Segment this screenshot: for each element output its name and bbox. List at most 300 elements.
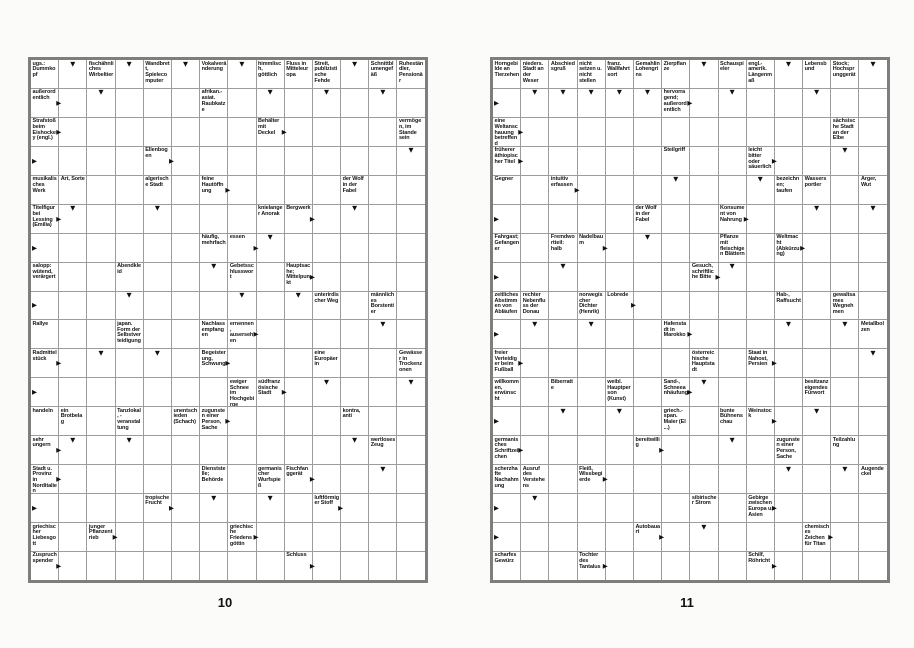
clue-cell — [719, 407, 746, 435]
clue-text: Autobauart — [635, 523, 660, 536]
answer-cell — [578, 320, 605, 348]
answer-cell — [144, 465, 171, 493]
clue-cell — [116, 407, 143, 435]
arrow-right-icon: ▶ — [225, 359, 231, 368]
arrow-down-icon: ▼ — [560, 262, 566, 271]
arrow-down-icon: ▼ — [352, 435, 358, 444]
answer-cell — [116, 465, 143, 493]
answer-cell — [257, 147, 284, 175]
answer-cell — [719, 494, 746, 522]
answer-cell — [831, 263, 858, 291]
answer-cell — [59, 263, 86, 291]
answer-cell — [200, 494, 227, 522]
arrow-right-icon: ▶ — [602, 561, 608, 570]
answer-cell — [31, 292, 58, 320]
answer-cell — [144, 552, 171, 580]
arrow-down-icon: ▼ — [560, 88, 566, 97]
clue-cell — [859, 320, 886, 348]
clue-cell — [747, 147, 777, 175]
answer-cell — [775, 552, 802, 580]
answer-cell — [859, 147, 886, 175]
answer-cell — [634, 465, 661, 493]
answer-cell — [228, 349, 255, 377]
clue-cell — [200, 465, 227, 493]
clue-cell — [369, 292, 396, 320]
clue-cell — [493, 349, 524, 377]
clue-text: Art, Sorte — [60, 176, 85, 183]
arrow-down-icon: ▼ — [211, 493, 217, 502]
answer-cell — [606, 263, 633, 291]
answer-cell — [775, 523, 802, 551]
answer-cell — [172, 118, 199, 146]
clue-text: Fluss in Mitteleuropa — [286, 60, 309, 78]
clue-text: österreichische Hauptstadt — [691, 349, 715, 373]
answer-cell — [549, 320, 576, 348]
clue-text: Steilgriff — [663, 147, 685, 154]
answer-cell — [369, 349, 396, 377]
arrow-down-icon: ▼ — [126, 59, 132, 68]
clue-cell — [87, 523, 118, 551]
arrow-down-icon: ▼ — [560, 406, 566, 415]
answer-cell — [859, 234, 886, 262]
clue-text: musikalisches Werk — [32, 176, 57, 194]
answer-cell — [662, 552, 689, 580]
clue-cell — [31, 465, 62, 494]
arrow-down-icon: ▼ — [267, 88, 273, 97]
clue-text: Metallbolzen — [860, 320, 884, 333]
clue-cell — [578, 234, 608, 262]
answer-cell — [87, 176, 114, 204]
arrow-down-icon: ▼ — [673, 175, 679, 184]
answer-cell — [59, 465, 86, 493]
clue-cell — [690, 494, 717, 522]
answer-cell — [606, 436, 633, 464]
clue-cell — [606, 292, 636, 320]
clue-text: südfranzösische Stadt — [258, 378, 281, 397]
answer-cell — [172, 234, 199, 262]
answer-cell — [313, 436, 340, 464]
answer-cell — [549, 436, 576, 464]
clue-text: Weinstock — [748, 407, 772, 420]
clue-text: Strafstoß beim Eishockey (engl.) — [32, 118, 56, 142]
clue-cell — [662, 407, 689, 435]
answer-cell — [397, 378, 424, 406]
clue-text: sehr ungern — [32, 436, 51, 449]
answer-cell — [144, 320, 171, 348]
page-number-right: 11 — [680, 595, 694, 610]
answer-cell — [341, 118, 368, 146]
answer-cell — [59, 205, 86, 233]
answer-cell — [397, 205, 424, 233]
answer-cell — [87, 320, 114, 348]
answer-cell — [747, 320, 774, 348]
arrow-down-icon: ▼ — [842, 464, 848, 473]
clue-cell — [831, 60, 858, 88]
answer-cell — [831, 407, 858, 435]
clue-cell — [313, 60, 340, 88]
answer-cell — [341, 378, 368, 406]
answer-cell — [803, 552, 830, 580]
answer-cell — [690, 292, 717, 320]
clue-text: Nachlass empfangen — [201, 320, 225, 339]
clue-cell — [116, 263, 143, 291]
answer-cell — [172, 378, 199, 406]
answer-cell — [341, 349, 368, 377]
answer-cell — [285, 349, 312, 377]
arrow-down-icon: ▼ — [729, 88, 735, 97]
answer-cell — [397, 436, 424, 464]
answer-cell — [521, 263, 548, 291]
clue-cell — [803, 378, 830, 406]
answer-cell — [200, 552, 227, 580]
arrow-down-icon: ▼ — [814, 88, 820, 97]
clue-text: zeitliches Abstimmen von Abläufen — [494, 292, 519, 316]
answer-cell — [172, 60, 199, 88]
clue-cell — [285, 552, 315, 580]
clue-cell — [228, 320, 259, 348]
clue-text: der Wolf in der Fabel — [342, 176, 364, 194]
arrow-right-icon: ▶ — [281, 388, 287, 397]
answer-cell — [341, 234, 368, 262]
clue-cell — [747, 60, 774, 88]
answer-cell — [690, 320, 717, 348]
clue-text: Behälter mit Deckel — [258, 118, 280, 136]
answer-cell — [831, 465, 858, 493]
answer-cell — [521, 552, 548, 580]
answer-cell — [116, 176, 143, 204]
answer-cell — [200, 263, 227, 291]
clue-cell — [257, 378, 287, 406]
arrow-right-icon: ▶ — [494, 98, 499, 107]
answer-cell — [172, 292, 199, 320]
answer-cell — [257, 234, 284, 262]
answer-cell — [493, 523, 520, 551]
arrow-right-icon: ▶ — [168, 156, 174, 165]
clue-text: eine Europäerin — [314, 349, 338, 368]
answer-cell — [775, 349, 802, 377]
answer-cell — [397, 234, 424, 262]
answer-cell — [144, 89, 171, 117]
clue-text: Ärger, Wut — [860, 176, 877, 188]
clue-cell — [775, 292, 802, 320]
answer-cell — [172, 89, 199, 117]
clue-cell — [831, 436, 858, 464]
clue-cell — [662, 320, 693, 348]
clue-cell — [257, 205, 284, 233]
clue-cell — [31, 263, 58, 291]
arrow-right-icon: ▶ — [630, 301, 636, 310]
clue-cell — [803, 523, 834, 551]
answer-cell — [634, 118, 661, 146]
answer-cell — [257, 292, 284, 320]
clue-text: leicht bitter oder säuerlich — [748, 147, 772, 171]
arrow-right-icon: ▶ — [659, 532, 665, 541]
answer-cell — [59, 320, 86, 348]
clue-text: vermögen, im Stande sein — [398, 118, 422, 142]
clue-cell — [313, 349, 340, 377]
clue-cell — [144, 60, 171, 88]
answer-cell — [634, 89, 661, 117]
answer-cell — [606, 176, 633, 204]
answer-cell — [228, 118, 255, 146]
arrow-right-icon: ▶ — [518, 156, 524, 165]
answer-cell — [578, 89, 605, 117]
clue-text: Gemahlin Lohengrins — [635, 60, 660, 78]
clue-cell — [634, 60, 661, 88]
answer-cell — [31, 147, 58, 175]
clue-text: Schluss — [286, 552, 307, 559]
arrow-right-icon: ▶ — [309, 474, 315, 483]
answer-cell — [369, 234, 396, 262]
clue-cell — [341, 407, 368, 435]
clue-cell — [662, 89, 693, 117]
arrow-right-icon: ▶ — [687, 388, 693, 397]
clue-cell — [200, 320, 227, 348]
answer-cell — [521, 234, 548, 262]
answer-cell — [719, 436, 746, 464]
arrow-right-icon: ▶ — [56, 127, 62, 136]
clue-text: früherer äthiopischer Titel — [494, 147, 518, 165]
answer-cell — [521, 118, 548, 146]
clue-text: Zuspruchspender — [32, 552, 57, 565]
answer-cell — [59, 552, 86, 580]
clue-cell — [31, 523, 58, 551]
arrow-right-icon: ▶ — [253, 532, 259, 541]
answer-cell — [775, 263, 802, 291]
answer-cell — [116, 552, 143, 580]
clue-cell — [662, 60, 689, 88]
arrow-right-icon: ▶ — [56, 359, 62, 368]
arrow-down-icon: ▼ — [588, 88, 594, 97]
answer-cell — [549, 552, 576, 580]
answer-cell — [634, 378, 661, 406]
answer-cell — [369, 89, 396, 117]
answer-cell — [859, 89, 886, 117]
arrow-right-icon: ▶ — [56, 98, 62, 107]
arrow-right-icon: ▶ — [494, 416, 499, 425]
answer-cell — [521, 378, 548, 406]
clue-text: Abendkleid — [117, 263, 142, 275]
answer-cell — [144, 436, 171, 464]
clue-text: bereitwillig — [635, 436, 660, 449]
answer-cell — [493, 89, 520, 117]
clue-cell — [31, 349, 62, 377]
clue-text: afrikan.-asiat. Raubkatze — [201, 89, 226, 113]
answer-cell — [662, 263, 689, 291]
arrow-down-icon: ▼ — [588, 319, 594, 328]
clue-text: willkommen, erwünscht — [494, 378, 519, 402]
answer-cell — [228, 465, 255, 493]
arrow-down-icon: ▼ — [645, 233, 651, 242]
answer-cell — [803, 292, 830, 320]
answer-cell — [397, 176, 424, 204]
answer-cell — [578, 263, 605, 291]
answer-cell — [369, 523, 396, 551]
answer-cell — [285, 407, 312, 435]
answer-cell — [606, 118, 633, 146]
clue-cell — [257, 465, 284, 493]
answer-cell — [859, 292, 886, 320]
clue-cell — [775, 436, 802, 464]
arrow-right-icon: ▶ — [771, 416, 777, 425]
answer-cell — [549, 407, 576, 435]
answer-cell — [859, 523, 886, 551]
answer-cell — [59, 89, 86, 117]
arrow-down-icon: ▼ — [380, 88, 386, 97]
clue-cell — [172, 407, 199, 435]
answer-cell — [172, 552, 199, 580]
arrow-right-icon: ▶ — [32, 243, 37, 252]
answer-cell — [200, 378, 227, 406]
arrow-down-icon: ▼ — [352, 59, 358, 68]
answer-cell — [172, 176, 199, 204]
answer-cell — [313, 234, 340, 262]
answer-cell — [257, 349, 284, 377]
answer-cell — [228, 89, 255, 117]
arrow-down-icon: ▼ — [323, 88, 329, 97]
answer-cell — [87, 407, 114, 435]
clue-cell — [285, 205, 315, 233]
clue-cell — [493, 292, 520, 320]
page-number-left: 10 — [217, 595, 233, 610]
answer-cell — [228, 552, 255, 580]
answer-cell — [690, 89, 717, 117]
clue-text: Weltmacht (Abkürzung) — [776, 234, 800, 258]
clue-cell — [493, 234, 520, 262]
arrow-down-icon: ▼ — [70, 204, 76, 213]
answer-cell — [831, 176, 858, 204]
answer-cell — [228, 436, 255, 464]
answer-cell — [719, 118, 746, 146]
arrow-right-icon: ▶ — [309, 561, 315, 570]
clue-cell — [285, 60, 312, 88]
arrow-down-icon: ▼ — [70, 435, 76, 444]
clue-text: Tochter des Tantalus — [579, 552, 601, 570]
arrow-down-icon: ▼ — [408, 146, 414, 155]
answer-cell — [549, 205, 576, 233]
arrow-down-icon: ▼ — [70, 59, 76, 68]
clue-text: Schnittblumengefäß — [370, 60, 394, 78]
answer-cell — [200, 292, 227, 320]
clue-text: Wandbrett, Spielecomputer — [145, 60, 170, 84]
arrow-down-icon: ▼ — [408, 377, 414, 386]
arrow-right-icon: ▶ — [56, 474, 62, 483]
answer-cell — [634, 407, 661, 435]
clue-text: Staat in Nahost, Persien — [748, 349, 768, 368]
answer-cell — [59, 118, 86, 146]
clue-cell — [606, 60, 633, 88]
arrow-down-icon: ▼ — [323, 377, 329, 386]
answer-cell — [549, 292, 576, 320]
answer-cell — [313, 89, 340, 117]
answer-cell — [369, 378, 396, 406]
answer-cell — [341, 147, 368, 175]
arrow-right-icon: ▶ — [518, 445, 524, 454]
clue-text: Pflanze mit fleischigen Blättern — [720, 234, 745, 258]
clue-text: junger Pflanzentrieb — [88, 523, 113, 541]
clue-text: hervorragend; außerordentlich — [663, 89, 687, 113]
arrow-down-icon: ▼ — [757, 175, 763, 184]
answer-cell — [859, 118, 886, 146]
answer-cell — [831, 205, 858, 233]
answer-cell — [228, 176, 255, 204]
answer-cell — [831, 494, 858, 522]
arrow-right-icon: ▶ — [743, 214, 749, 223]
answer-cell — [285, 436, 312, 464]
answer-cell — [578, 118, 605, 146]
clue-cell — [578, 465, 608, 493]
answer-cell — [606, 407, 633, 435]
answer-cell — [116, 494, 143, 522]
clue-text: Fremdwortteil: halb — [550, 234, 575, 252]
answer-cell — [747, 523, 774, 551]
answer-cell — [397, 263, 424, 291]
clue-text: ein Brotbelag — [60, 407, 83, 426]
clue-text: ewiger Schnee im Hochgebirge — [229, 378, 255, 407]
arrow-right-icon: ▶ — [494, 272, 499, 281]
answer-cell — [172, 465, 199, 493]
clue-cell — [747, 494, 777, 522]
arrow-right-icon: ▶ — [225, 185, 231, 194]
clue-text: Dienststelle; Behörde — [201, 465, 226, 484]
arrow-right-icon: ▶ — [687, 330, 693, 339]
arrow-down-icon: ▼ — [729, 435, 735, 444]
arrow-right-icon: ▶ — [828, 532, 834, 541]
answer-cell — [662, 292, 689, 320]
answer-cell — [719, 552, 746, 580]
clue-text: Hauptsache; Mittelpunkt — [286, 263, 311, 287]
answer-cell — [313, 378, 340, 406]
answer-cell — [397, 320, 424, 348]
answer-cell — [549, 89, 576, 117]
arrow-right-icon: ▶ — [32, 388, 37, 397]
arrow-down-icon: ▼ — [532, 319, 538, 328]
answer-cell — [831, 320, 858, 348]
arrow-right-icon: ▶ — [225, 416, 231, 425]
clue-cell — [31, 118, 62, 146]
answer-cell — [313, 407, 340, 435]
clue-cell — [200, 89, 227, 117]
answer-cell — [59, 523, 86, 551]
clue-cell — [59, 176, 86, 204]
answer-cell — [59, 349, 86, 377]
answer-cell — [578, 205, 605, 233]
clue-cell — [662, 147, 689, 175]
answer-cell — [690, 118, 717, 146]
arrow-right-icon: ▶ — [602, 243, 608, 252]
answer-cell — [831, 234, 858, 262]
answer-cell — [521, 176, 548, 204]
clue-text: essen — [229, 234, 245, 241]
clue-text: himmlisch, göttlich — [258, 60, 282, 78]
clue-text: Hab-, Raffsucht — [776, 292, 801, 304]
answer-cell — [549, 147, 576, 175]
answer-cell — [397, 407, 424, 435]
answer-cell — [144, 234, 171, 262]
answer-cell — [228, 494, 255, 522]
answer-cell — [578, 147, 605, 175]
answer-cell — [87, 292, 114, 320]
answer-cell — [341, 205, 368, 233]
clue-text: Ruheständler, Pensionär — [398, 60, 424, 84]
answer-cell — [690, 60, 717, 88]
answer-cell — [549, 349, 576, 377]
clue-text: nicht setzen u. nicht stellen — [579, 60, 602, 84]
clue-text: knielanger Anorak — [258, 205, 283, 217]
answer-cell — [116, 292, 143, 320]
answer-cell — [775, 147, 802, 175]
arrow-down-icon: ▼ — [183, 59, 189, 68]
